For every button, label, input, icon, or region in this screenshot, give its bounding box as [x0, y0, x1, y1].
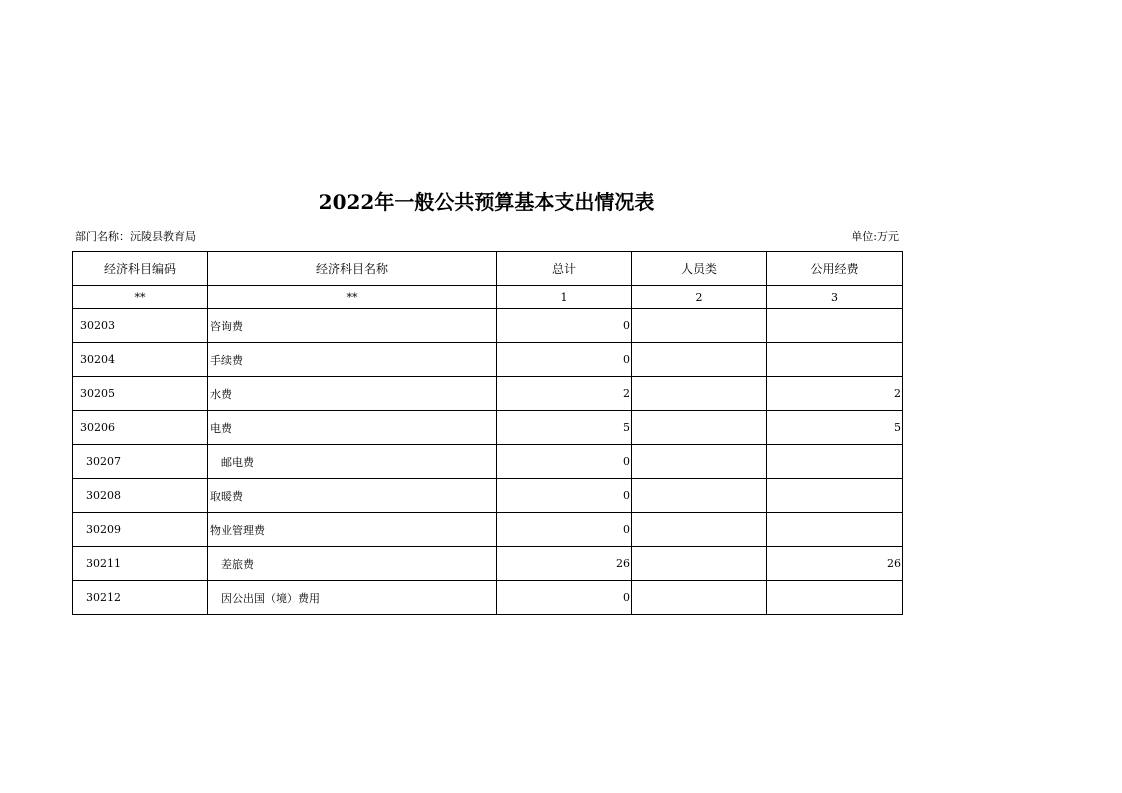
table-row: [73, 343, 903, 377]
row-public: [767, 309, 903, 343]
subheader-public: 3: [767, 286, 903, 309]
row-name: 水费: [208, 377, 497, 411]
row-personnel: [632, 309, 767, 343]
row-total: 26: [497, 547, 632, 581]
row-public: [767, 343, 903, 377]
subheader-code: **: [73, 286, 208, 309]
subheader-personnel: 2: [632, 286, 767, 309]
row-total: 0: [497, 343, 632, 377]
unit-label: 单位:万元: [851, 230, 899, 243]
row-total: 0: [497, 479, 632, 513]
row-code: 30209: [73, 513, 208, 547]
row-total: 2: [497, 377, 632, 411]
row-public: 5: [767, 411, 903, 445]
header-personnel: 人员类: [632, 252, 767, 286]
row-code: 30205: [73, 377, 208, 411]
row-personnel: [632, 513, 767, 547]
row-name: 咨询费: [208, 309, 497, 343]
row-personnel: [632, 445, 767, 479]
subheader-total: 1: [497, 286, 632, 309]
row-name: 取暖费: [208, 479, 497, 513]
table-row: [73, 479, 903, 513]
row-public: [767, 513, 903, 547]
row-code: 30211: [73, 547, 208, 581]
header-row: [73, 252, 903, 286]
row-name: 因公出国（境）费用: [208, 581, 497, 615]
table-row: [73, 445, 903, 479]
header-name: 经济科目名称: [208, 252, 497, 286]
row-total: 0: [497, 309, 632, 343]
row-name: 邮电费: [208, 445, 497, 479]
row-personnel: [632, 479, 767, 513]
row-personnel: [632, 581, 767, 615]
row-code: 30203: [73, 309, 208, 343]
row-public: [767, 445, 903, 479]
row-name: 电费: [208, 411, 497, 445]
row-public: 2: [767, 377, 903, 411]
header-code: 经济科目编码: [73, 252, 208, 286]
row-total: 5: [497, 411, 632, 445]
row-total: 0: [497, 581, 632, 615]
header-public: 公用经费: [767, 252, 903, 286]
row-personnel: [632, 411, 767, 445]
row-code: 30208: [73, 479, 208, 513]
expenditure-table: [72, 251, 903, 615]
row-public: [767, 479, 903, 513]
table-row: [73, 377, 903, 411]
row-name: 物业管理费: [208, 513, 497, 547]
table-row: [73, 309, 903, 343]
row-total: 0: [497, 445, 632, 479]
row-public: [767, 581, 903, 615]
row-name: 手续费: [208, 343, 497, 377]
row-code: 30206: [73, 411, 208, 445]
page-title: 2022年一般公共预算基本支出情况表: [318, 190, 655, 214]
table-row: [73, 513, 903, 547]
subheader-name: **: [208, 286, 497, 309]
subheader-row: [73, 286, 903, 309]
row-code: 30212: [73, 581, 208, 615]
header-total: 总计: [497, 252, 632, 286]
row-name: 差旅费: [208, 547, 497, 581]
row-code: 30204: [73, 343, 208, 377]
table-row: [73, 411, 903, 445]
row-personnel: [632, 547, 767, 581]
row-personnel: [632, 343, 767, 377]
table-row: [73, 581, 903, 615]
row-code: 30207: [73, 445, 208, 479]
row-total: 0: [497, 513, 632, 547]
row-public: 26: [767, 547, 903, 581]
department-label: 部门名称：沅陵县教育局: [75, 230, 196, 243]
table-row: [73, 547, 903, 581]
row-personnel: [632, 377, 767, 411]
